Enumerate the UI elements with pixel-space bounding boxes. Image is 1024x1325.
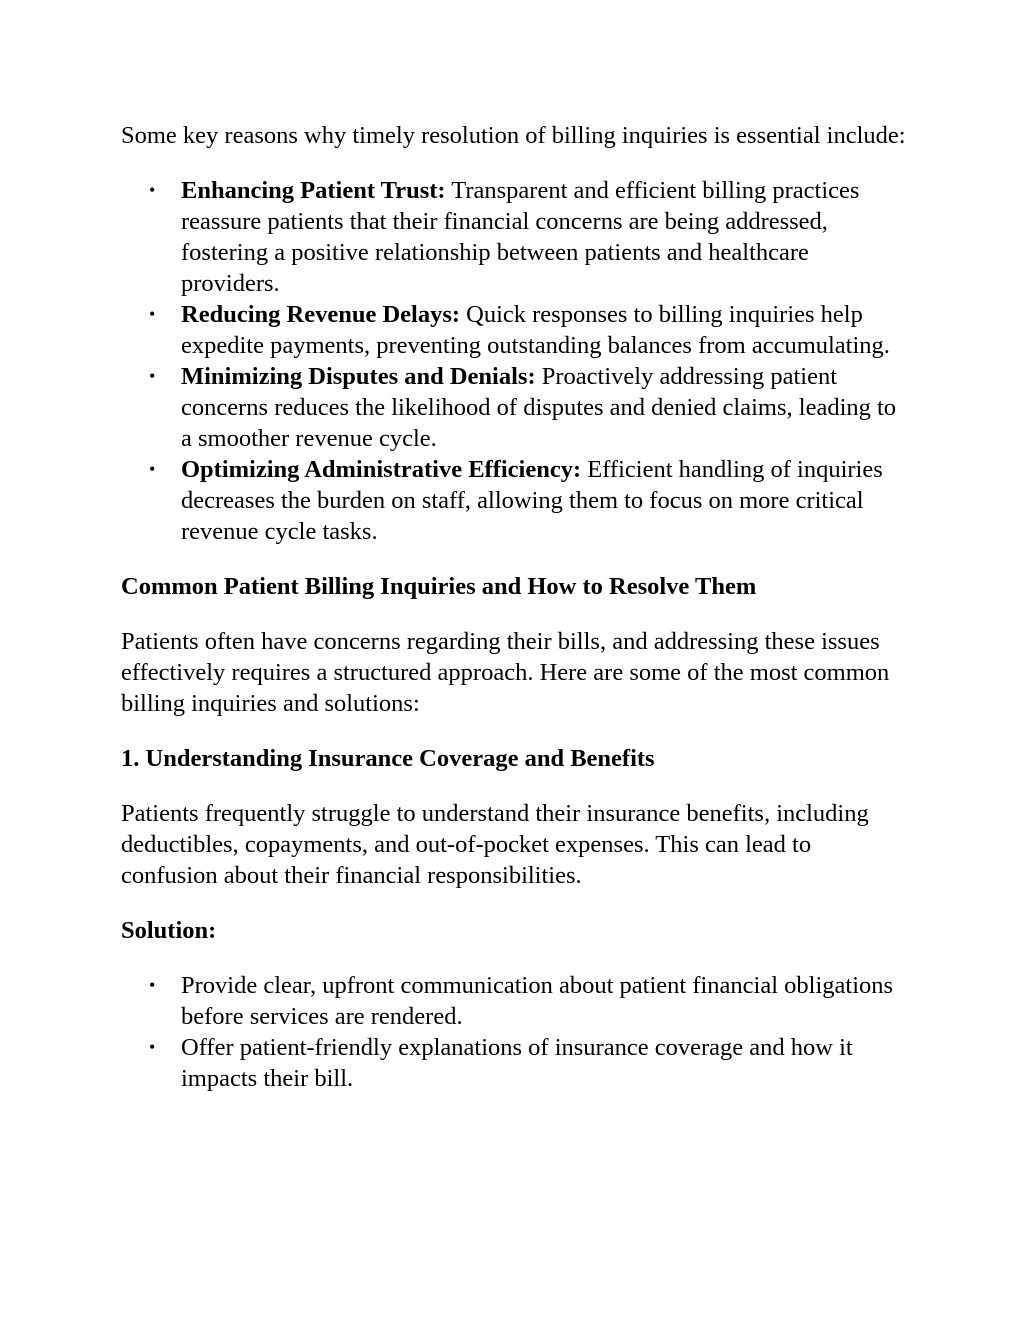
solutions-list	[121, 970, 911, 1094]
reason-text: Efficient handling of inquiries decreases the burden on staff, allowing them to focus on more critical revenue cycle tasks.	[181, 456, 883, 545]
section-intro-paragraph: Patients often have concerns regarding their bills, and addressing these issues effectively requires a structured approach. Here are some of the most common billing inquiries and solutions:	[121, 628, 890, 717]
bullet-icon: •	[149, 304, 156, 324]
section-heading: Common Patient Billing Inquiries and How to Resolve Them	[121, 573, 757, 600]
reasons-list	[121, 175, 911, 547]
list-item	[121, 361, 911, 454]
list-item	[121, 175, 911, 299]
bullet-icon: •	[149, 459, 156, 479]
reason-title: Optimizing Administrative Efficiency:	[181, 456, 582, 483]
bullet-icon: •	[149, 366, 156, 386]
list-item	[121, 1032, 911, 1094]
intro-paragraph: Some key reasons why timely resolution of billing inquiries is essential include:	[121, 122, 906, 149]
reason-text: Proactively addressing patient concerns reduces the likelihood of disputes and denied claims, leading to a smoother revenue cycle.	[181, 363, 897, 452]
reason-title: Minimizing Disputes and Denials:	[181, 363, 536, 390]
list-item	[121, 299, 911, 361]
list-item	[121, 454, 911, 547]
solution-heading: Solution:	[121, 917, 217, 944]
bullet-icon: •	[149, 975, 156, 995]
subsection-heading: 1. Understanding Insurance Coverage and Benefits	[121, 745, 655, 772]
subsection-paragraph: Patients frequently struggle to understand their insurance benefits, including deductibles, copayments, and out-of-pocket expenses. This can lead to confusion about their financial responsibilities.	[121, 800, 869, 889]
solution-text: Offer patient-friendly explanations of insurance coverage and how it impacts their bill.	[181, 1034, 853, 1092]
solution-text: Provide clear, upfront communication about patient financial obligations before services are rendered.	[181, 972, 894, 1030]
bullet-icon: •	[149, 180, 156, 200]
reason-text: Transparent and efficient billing practices reassure patients that their financial concerns are being addressed, fostering a positive relationship between patients and healthcare providers.	[181, 177, 860, 297]
reason-title: Reducing Revenue Delays:	[181, 301, 461, 328]
list-item	[121, 970, 911, 1032]
reason-text: Quick responses to billing inquiries help expedite payments, preventing outstanding balances from accumulating.	[181, 301, 890, 359]
bullet-icon: •	[149, 1037, 156, 1057]
reason-title: Enhancing Patient Trust:	[181, 177, 446, 204]
document-page	[121, 120, 911, 1094]
